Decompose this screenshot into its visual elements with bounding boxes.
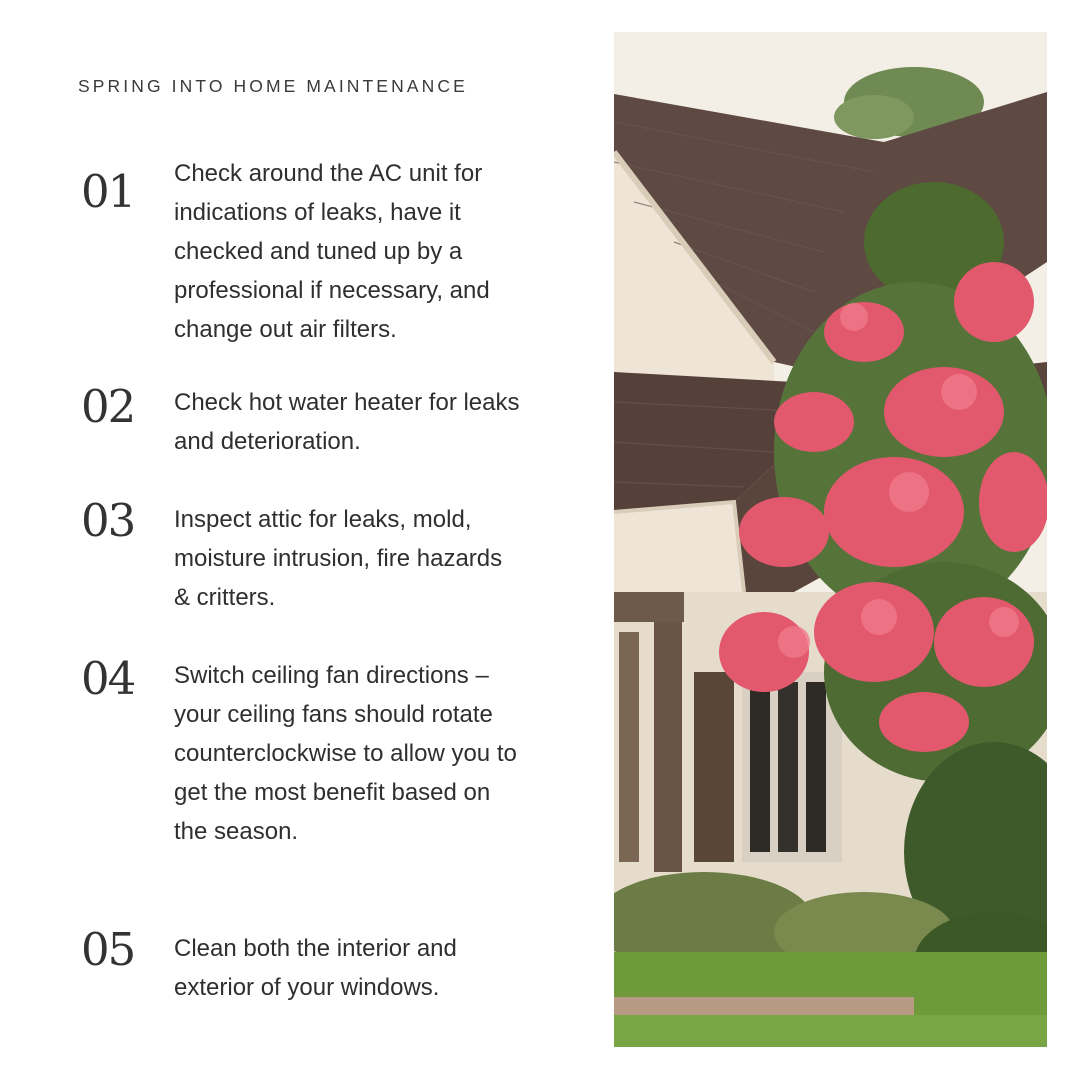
item-number: 05 [81, 923, 135, 976]
item-number: 04 [81, 652, 135, 705]
item-text: Clean both the interior and exterior of your windows. [174, 935, 457, 1001]
item-text: Inspect attic for leaks, mold, moisture intrusion, fire hazards & critters. [174, 506, 503, 611]
house-photo [614, 32, 1047, 1047]
item-text: Check around the AC unit for indications of leaks, have it checked and tuned up by a professional if necessary, and change out air filters. [174, 160, 490, 343]
item-text: Switch ceiling fan directions – your ceiling fans should rotate counterclockwise to allow you to get the most benefit based on the season. [174, 662, 517, 845]
item-number: 01 [81, 165, 135, 218]
page-title: SPRING INTO HOME MAINTENANCE [78, 76, 468, 96]
item-number: 03 [81, 494, 135, 547]
item-text: Check hot water heater for leaks and deterioration. [174, 389, 520, 455]
item-number: 02 [81, 380, 135, 433]
